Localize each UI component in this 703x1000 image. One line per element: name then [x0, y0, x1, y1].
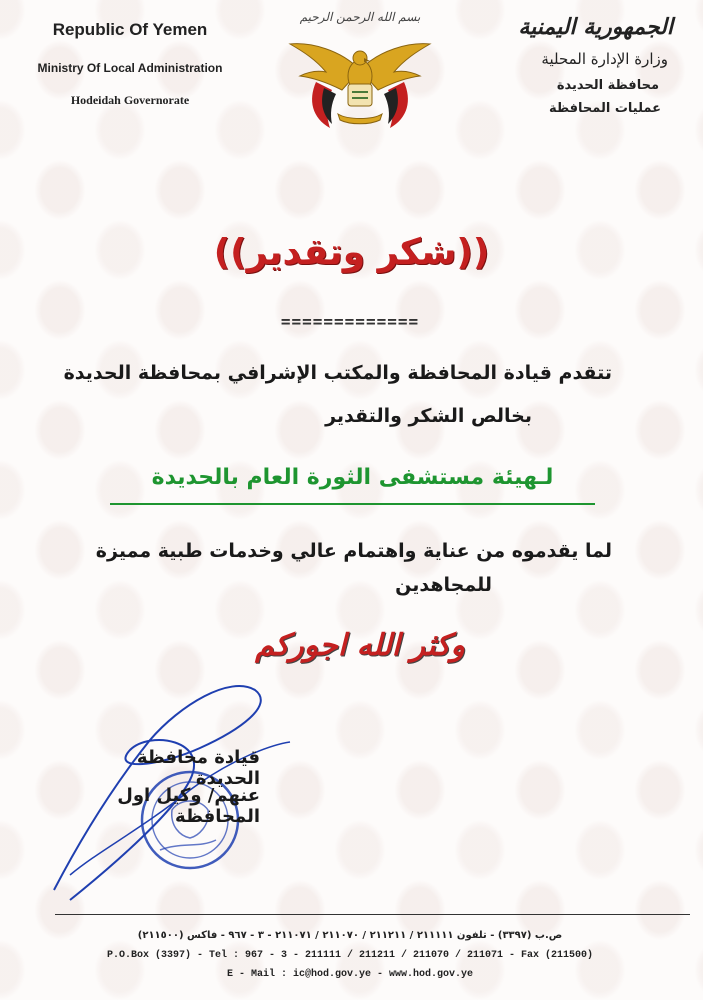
certificate-title: ((شكر وتقدير)) [213, 232, 490, 273]
basmala: بسم الله الرحمن الرحيم [299, 10, 421, 24]
body-line-3: لما يقدموه من عناية واهتمام عالي وخدمات طبية مميزة [95, 540, 612, 562]
arabic-country: الجمهورية اليمنية [518, 14, 673, 40]
signature-line-2: عنهم/ وكيل اول المحافظة [117, 785, 260, 827]
signature-line-1: قيادة محافظة الحديدة [136, 747, 260, 789]
english-governorate: Hodeidah Governorate [70, 93, 190, 107]
body-line-4: للمجاهدين [395, 574, 492, 596]
honoree-underline [110, 503, 595, 505]
footer-arabic-contact: ص.ب (٣٣٩٧) - تلفون ٢١١١١١ / ٢١١٢١١ / ٢١١٠٧٠ / ٢١١٠٧١ - ٣ - ٩٦٧ - فاكس (٢١١٥٠٠) [137, 930, 563, 941]
blessing-calligraphy: وكثر الله اجوركم [255, 628, 465, 663]
english-country: Republic Of Yemen [52, 20, 208, 39]
english-ministry: Ministry Of Local Administration [37, 61, 223, 75]
title-separator: ============= [280, 312, 420, 331]
footer-email-website: E - Mail : ic@hod.gov.ye - www.hod.gov.ye [226, 969, 474, 980]
honoree-name: لـهيئة مستشفى الثورة العام بالحديدة [151, 465, 554, 490]
body-line-2: بخالص الشكر والتقدير [325, 405, 532, 427]
arabic-governorate: محافظة الحديدة [556, 78, 659, 93]
body-line-1: تتقدم قيادة المحافظة والمكتب الإشرافي بمحافظة الحديدة [63, 362, 612, 384]
yemen-eagle-emblem-icon [286, 30, 434, 132]
footer-english-contact: P.O.Box (3397) - Tel : 967 - 3 - 211111 / 211211 / 211070 / 211071 - Fax (211500) [106, 950, 594, 961]
footer-divider [55, 914, 690, 915]
arabic-operations: عمليات المحافظة [548, 101, 661, 116]
arabic-ministry: وزارة الإدارة المحلية [541, 50, 668, 68]
